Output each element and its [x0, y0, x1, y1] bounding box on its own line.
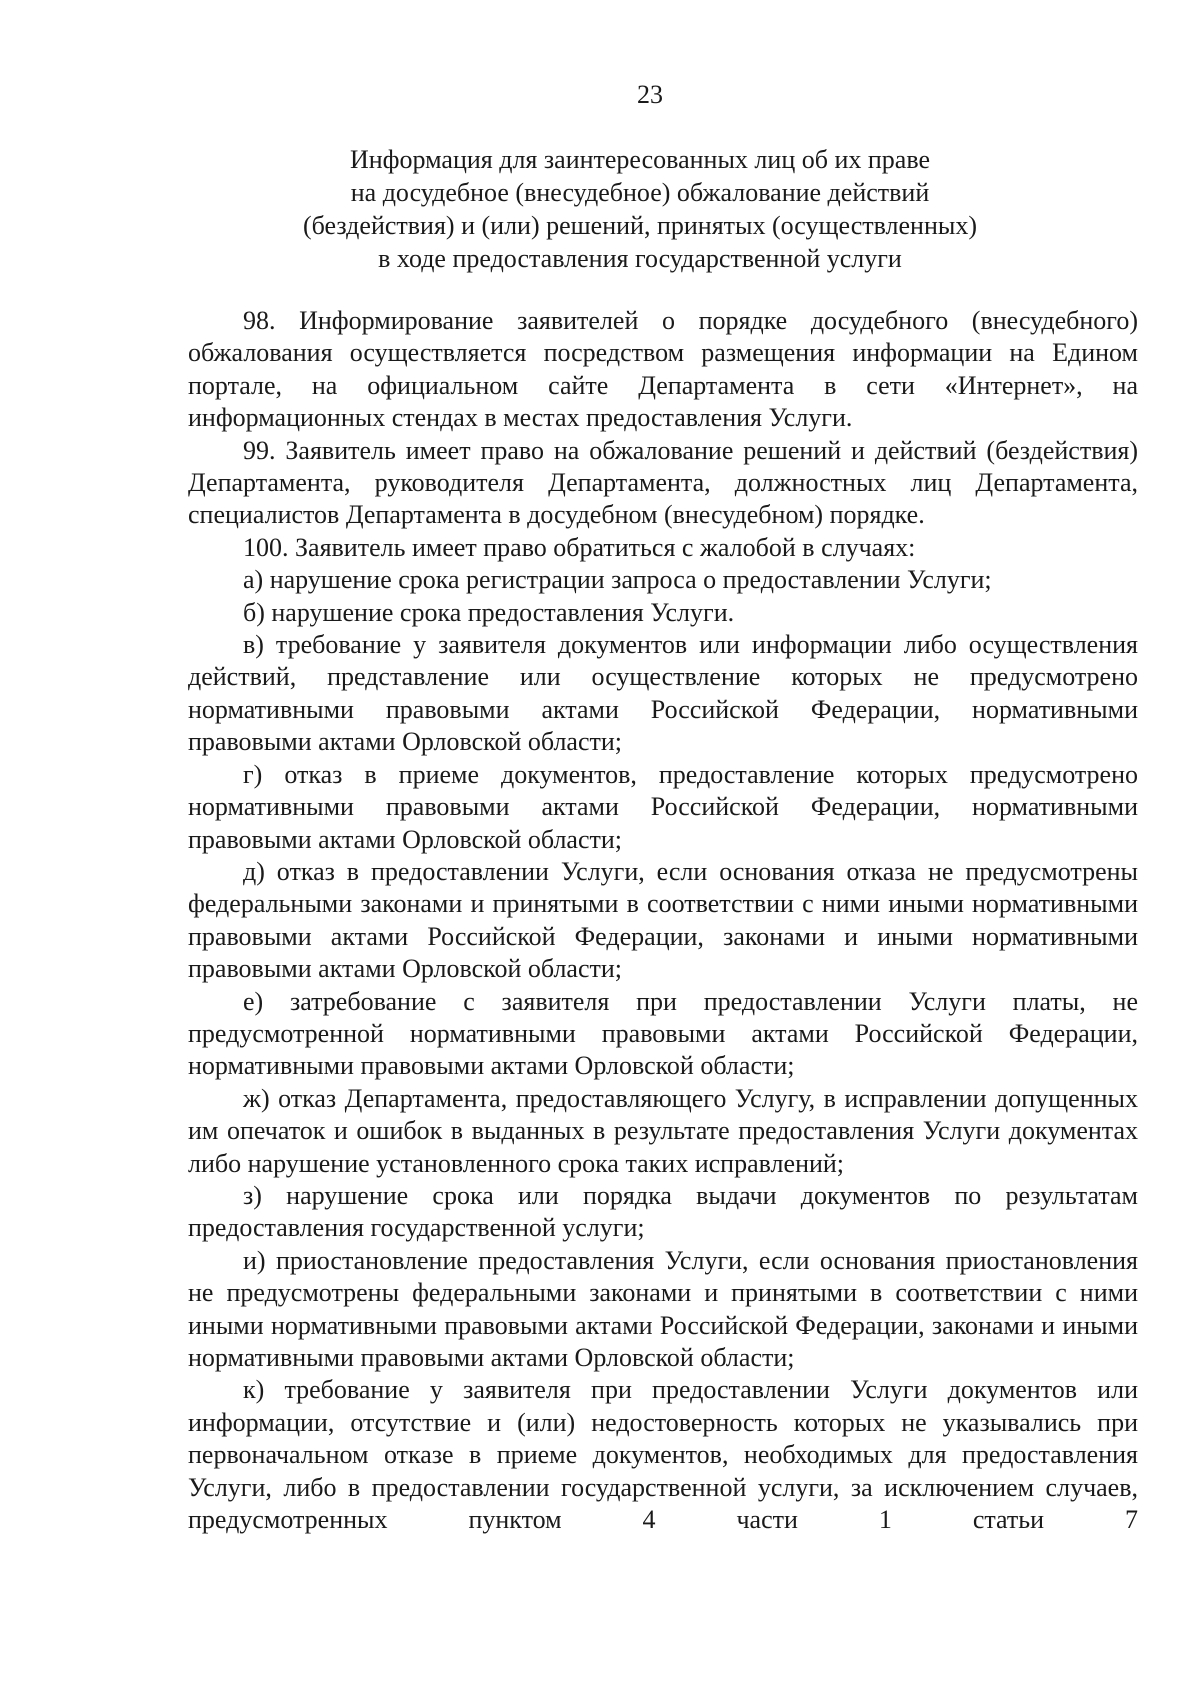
- page-number: 23: [637, 80, 663, 109]
- heading-line: Информация для заинтересованных лиц об их праве: [349, 145, 930, 174]
- list-item-g: г) отказ в приеме документов, предоставление которых предусмотрено нормативными правовыми актами Российской Федерации, нормативными правовыми актами Орловской области;: [188, 759, 1138, 854]
- list-item-e: е) затребование с заявителя при предоставлении Услуги платы, не предусмотренной нормативными правовыми актами Российской Федерации, нормативными правовыми актами Орловской области;: [188, 986, 1138, 1081]
- document-body: [188, 305, 1138, 1536]
- heading-line: на досудебное (внесудебное) обжалование действий: [350, 178, 930, 207]
- section-heading: [280, 143, 1000, 275]
- heading-line: в ходе предоставления государственной услуги: [378, 244, 902, 273]
- list-item-a: а) нарушение срока регистрации запроса о предоставлении Услуги;: [243, 565, 992, 595]
- paragraph-100: 100. Заявитель имеет право обратиться с жалобой в случаях:: [243, 532, 916, 562]
- list-item-b: б) нарушение срока предоставления Услуги.: [243, 597, 735, 627]
- paragraph-99: 99. Заявитель имеет право на обжалование решений и действий (бездействия) Департамента, руководителя Департамента, должностных лиц Департамента, специалистов Департамента в досудебном (внесудебном) порядке.: [188, 435, 1138, 530]
- list-item-v: в) требование у заявителя документов или информации либо осуществления действий, представление или осуществление которых не предусмотрено нормативными правовыми актами Российской Федерации, нормативными правовыми актами Орловской области;: [188, 630, 1138, 757]
- list-item-i: и) приостановление предоставления Услуги, если основания приостановления не предусмотрены федеральными законами и принятыми в соответствии с ними иными нормативными правовыми актами Российской Федерации, законами и иными нормативными правовыми актами Орловской области;: [188, 1245, 1138, 1372]
- list-item-d: д) отказ в предоставлении Услуги, если основания отказа не предусмотрены федеральными законами и принятыми в соответствии с ними иными нормативными правовыми актами Российской Федерации, законами и иными нормативными правовыми актами Орловской области;: [188, 856, 1138, 984]
- list-item-zh: ж) отказ Департамента, предоставляющего Услугу, в исправлении допущенных им опечаток и ошибок в выданных в результате предоставления Услуги документах либо нарушение установленного срока таких исправлений;: [188, 1083, 1138, 1178]
- list-item-k: к) требование у заявителя при предоставлении Услуги документов или информации, отсутствие и (или) недостоверность которых не указывались при первоначальном отказе в приеме документов, необходимых для предоставления Услуги, либо в предоставлении государственной услуги, за исключением случаев, предусмотренных пунктом 4 части 1 статьи 7: [188, 1375, 1138, 1535]
- paragraph-98: 98. Информирование заявителей о порядке досудебного (внесудебного) обжалования осуществляется посредством размещения информации на Едином портале, на официальном сайте Департамента в сети «Интернет», на информационных стендах в местах предоставления Услуги.: [188, 306, 1138, 433]
- heading-line: (бездействия) и (или) решений, принятых (осуществленных): [302, 211, 978, 240]
- list-item-z: з) нарушение срока или порядка выдачи документов по результатам предоставления государственной услуги;: [188, 1180, 1138, 1243]
